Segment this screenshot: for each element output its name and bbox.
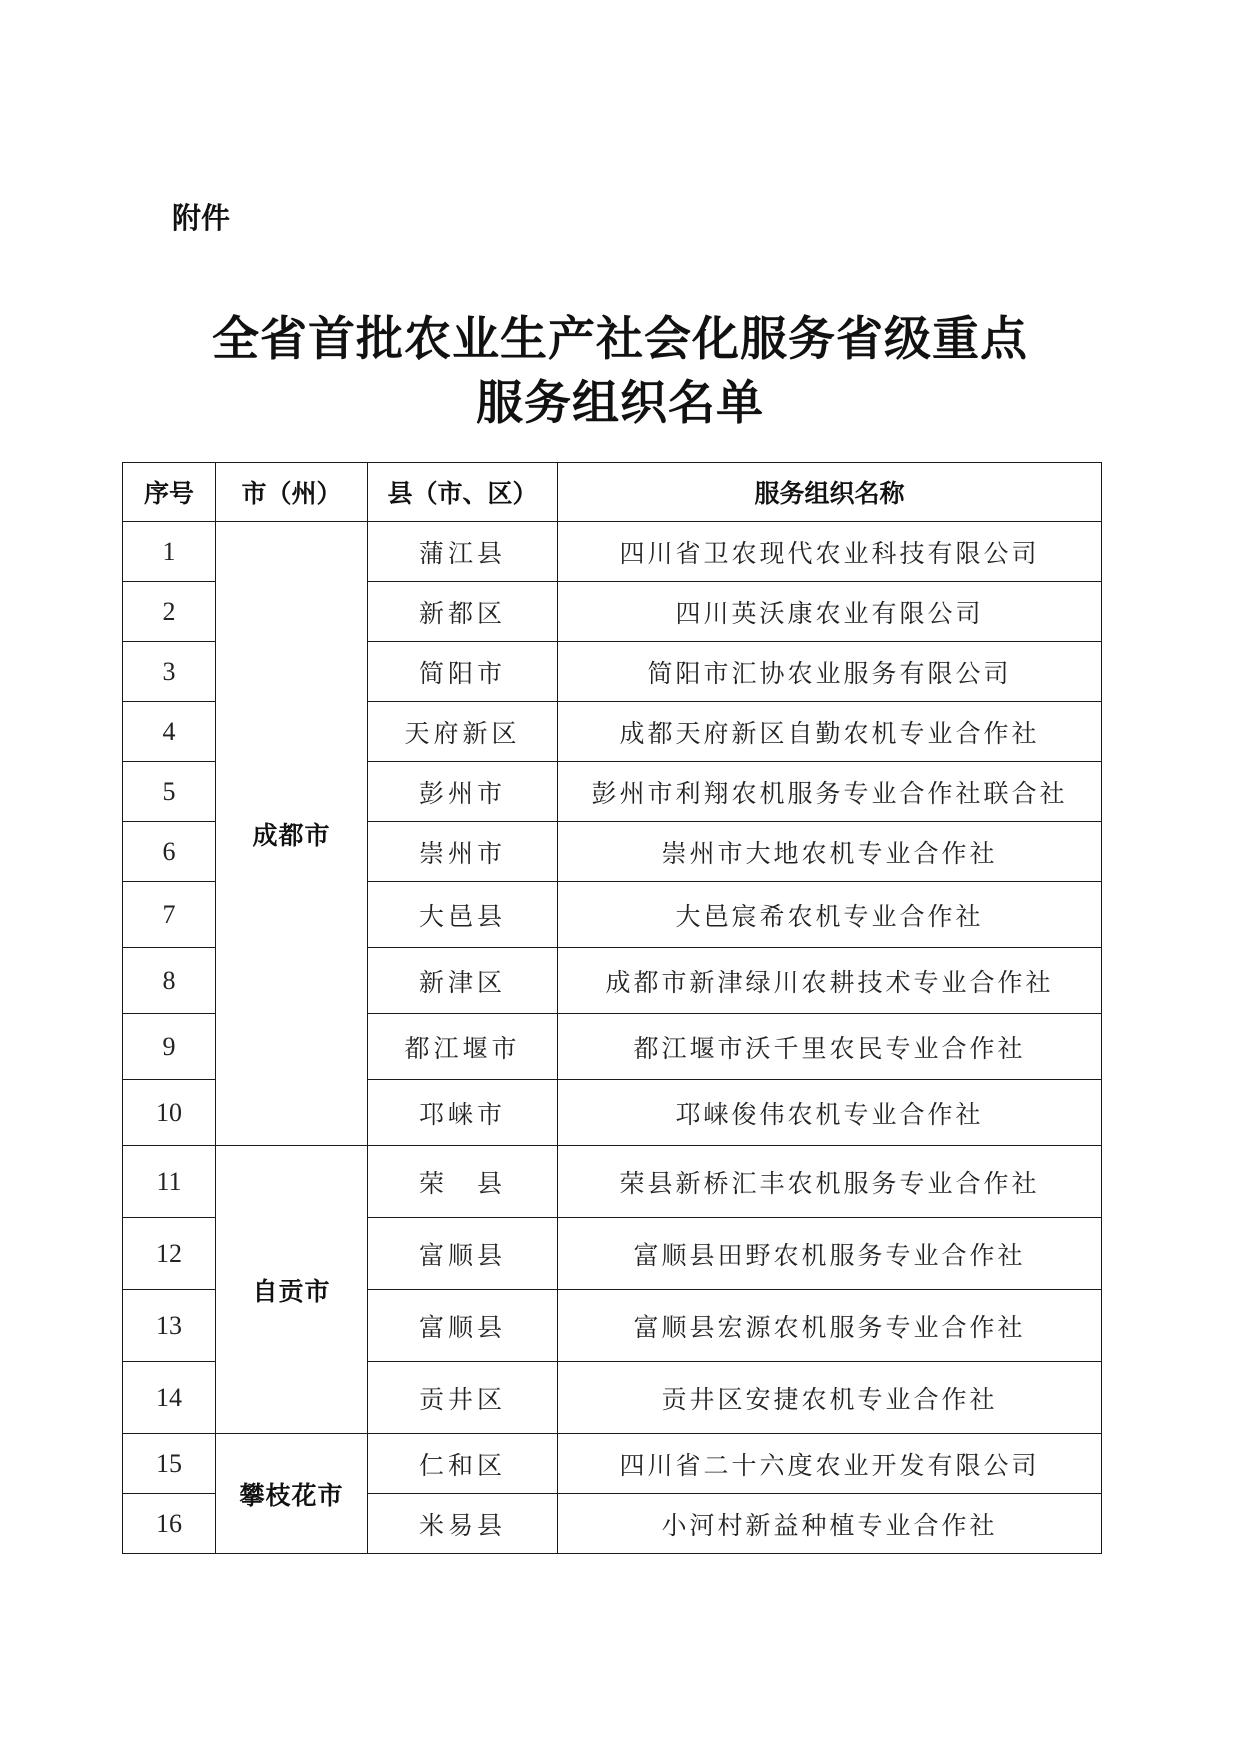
title-line-1: 全省首批农业生产社会化服务省级重点 — [212, 312, 1028, 367]
table-row — [123, 1434, 1102, 1494]
city-cell: 自贡市 — [216, 1146, 368, 1434]
row-county: 彭州市 — [368, 762, 558, 822]
row-org: 成都市新津绿川农耕技术专业合作社 — [558, 948, 1102, 1014]
row-county: 邛崃市 — [368, 1080, 558, 1146]
row-org: 都江堰市沃千里农民专业合作社 — [558, 1014, 1102, 1080]
row-org: 富顺县宏源农机服务专业合作社 — [558, 1290, 1102, 1362]
row-seq: 11 — [123, 1146, 216, 1218]
row-county: 贡井区 — [368, 1362, 558, 1434]
row-seq: 1 — [123, 522, 216, 582]
city-cell: 攀枝花市 — [216, 1434, 368, 1554]
row-county: 新都区 — [368, 582, 558, 642]
table-header-row — [123, 463, 1102, 522]
row-seq: 10 — [123, 1080, 216, 1146]
city-cell: 成都市 — [216, 522, 368, 1146]
row-org: 彭州市利翔农机服务专业合作社联合社 — [558, 762, 1102, 822]
row-county: 仁和区 — [368, 1434, 558, 1494]
row-org: 崇州市大地农机专业合作社 — [558, 822, 1102, 882]
row-org: 四川英沃康农业有限公司 — [558, 582, 1102, 642]
row-org: 大邑宸希农机专业合作社 — [558, 882, 1102, 948]
row-seq: 4 — [123, 702, 216, 762]
row-county: 富顺县 — [368, 1218, 558, 1290]
row-county: 新津区 — [368, 948, 558, 1014]
organization-table — [122, 462, 1102, 1554]
row-county: 蒲江县 — [368, 522, 558, 582]
header-org: 服务组织名称 — [558, 463, 1102, 522]
row-org: 邛崃俊伟农机专业合作社 — [558, 1080, 1102, 1146]
table-row — [123, 522, 1102, 582]
row-county: 简阳市 — [368, 642, 558, 702]
row-seq: 12 — [123, 1218, 216, 1290]
row-org: 四川省二十六度农业开发有限公司 — [558, 1434, 1102, 1494]
row-seq: 5 — [123, 762, 216, 822]
row-seq: 2 — [123, 582, 216, 642]
row-seq: 9 — [123, 1014, 216, 1080]
row-seq: 3 — [123, 642, 216, 702]
row-org: 小河村新益种植专业合作社 — [558, 1494, 1102, 1554]
row-seq: 15 — [123, 1434, 216, 1494]
row-county: 富顺县 — [368, 1290, 558, 1362]
row-seq: 16 — [123, 1494, 216, 1554]
header-city: 市（州） — [216, 463, 368, 522]
row-county: 天府新区 — [368, 702, 558, 762]
row-org: 贡井区安捷农机专业合作社 — [558, 1362, 1102, 1434]
row-org: 荣县新桥汇丰农机服务专业合作社 — [558, 1146, 1102, 1218]
row-county: 米易县 — [368, 1494, 558, 1554]
row-seq: 7 — [123, 882, 216, 948]
row-org: 四川省卫农现代农业科技有限公司 — [558, 522, 1102, 582]
row-org: 成都天府新区自勤农机专业合作社 — [558, 702, 1102, 762]
document-title — [0, 308, 1240, 436]
attachment-label: 附件 — [172, 201, 231, 235]
row-org: 简阳市汇协农业服务有限公司 — [558, 642, 1102, 702]
row-county: 大邑县 — [368, 882, 558, 948]
row-seq: 6 — [123, 822, 216, 882]
row-seq: 8 — [123, 948, 216, 1014]
row-seq: 13 — [123, 1290, 216, 1362]
row-county: 崇州市 — [368, 822, 558, 882]
header-county: 县（市、区） — [368, 463, 558, 522]
row-county: 都江堰市 — [368, 1014, 558, 1080]
table-row — [123, 1146, 1102, 1218]
title-line-2: 服务组织名单 — [476, 376, 764, 431]
row-org: 富顺县田野农机服务专业合作社 — [558, 1218, 1102, 1290]
row-county: 荣 县 — [368, 1146, 558, 1218]
row-seq: 14 — [123, 1362, 216, 1434]
header-seq: 序号 — [123, 463, 216, 522]
